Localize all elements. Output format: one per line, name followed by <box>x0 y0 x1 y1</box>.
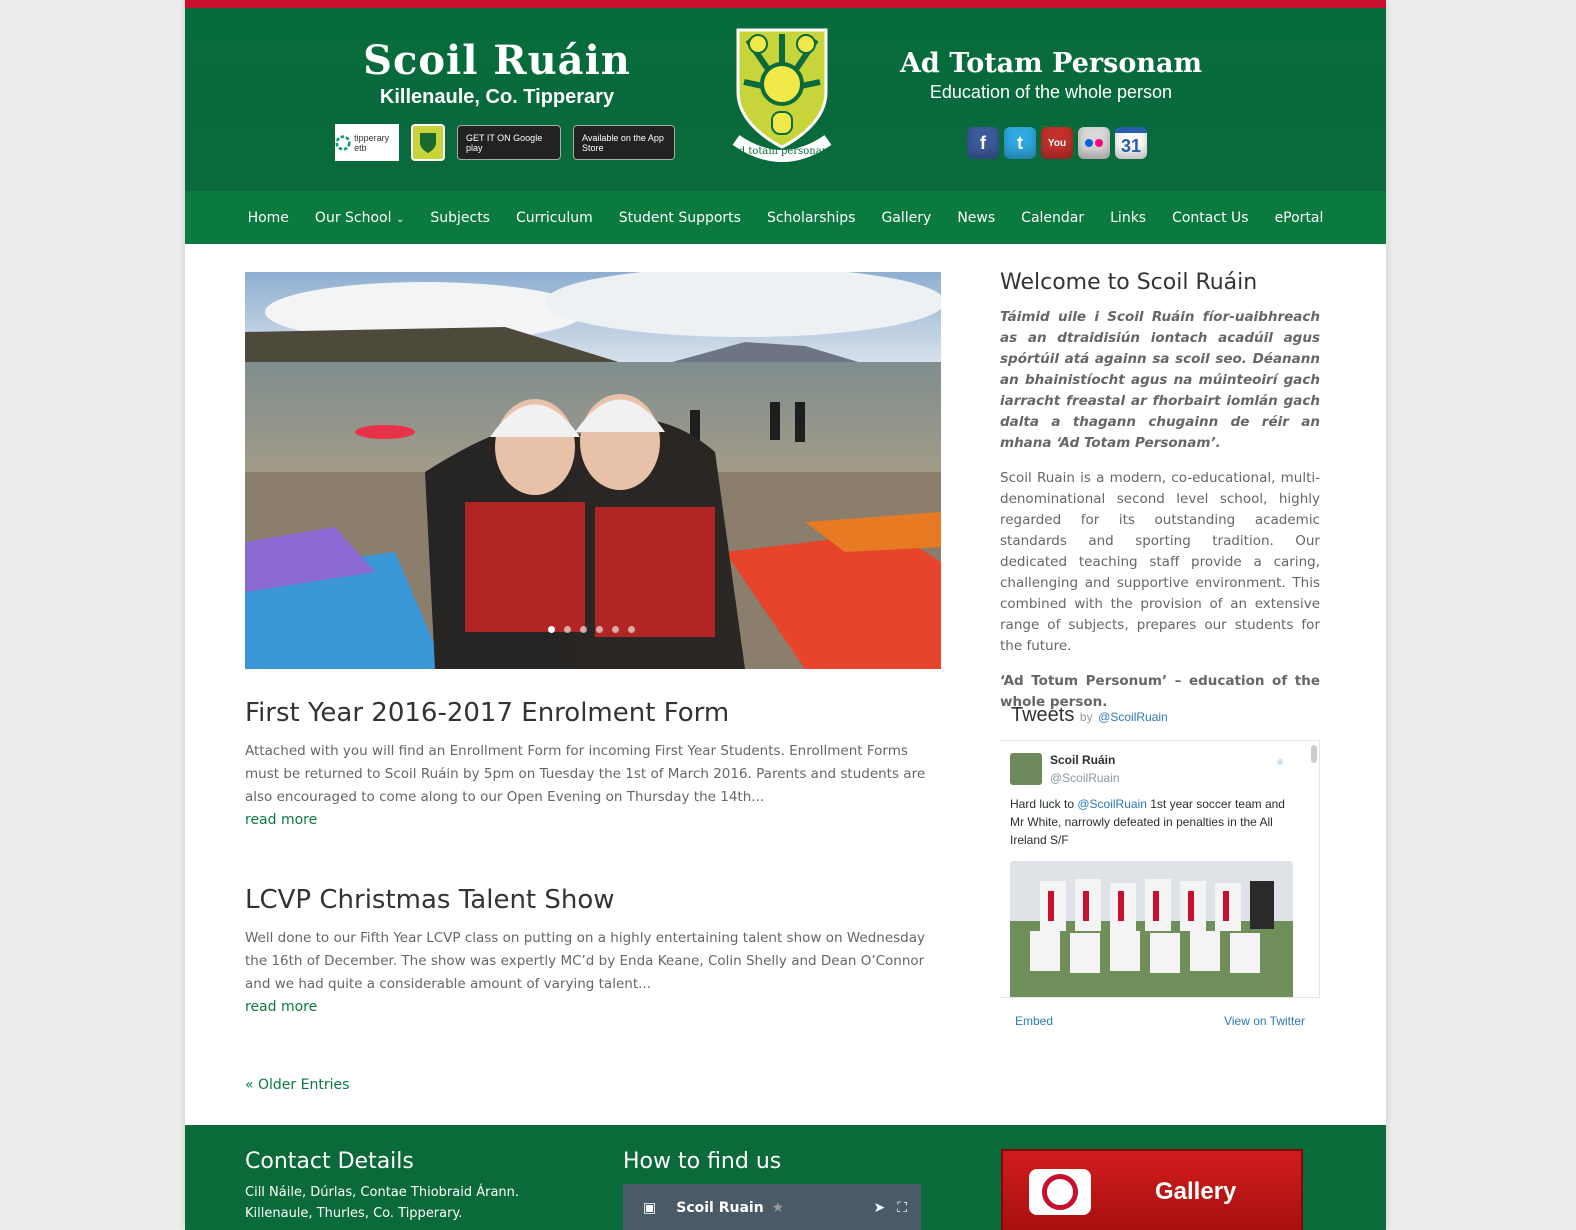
fullscreen-icon[interactable]: ⛶ <box>897 1200 907 1216</box>
top-accent-bar <box>185 0 1386 8</box>
gallery-banner[interactable] <box>1001 1149 1303 1230</box>
tweet-photo[interactable] <box>1010 861 1293 998</box>
school-location: Killenaule, Co. Tipperary <box>379 86 615 108</box>
read-more-link[interactable]: read more <box>245 812 318 828</box>
slider-photo <box>245 272 941 669</box>
scrollbar[interactable] <box>1311 745 1317 763</box>
calendar-icon[interactable]: 31 <box>1115 127 1147 159</box>
slider-dot[interactable] <box>596 626 603 633</box>
post <box>245 698 945 828</box>
welcome-title: Welcome to Scoil Ruáin <box>1000 270 1258 295</box>
nav-links[interactable]: Links <box>1110 209 1147 226</box>
post-title[interactable]: First Year 2016-2017 Enrolment Form <box>245 698 730 728</box>
site-header <box>185 8 1386 191</box>
nav-news[interactable]: News <box>957 209 996 226</box>
slider-dot[interactable] <box>580 626 587 633</box>
twitter-icon[interactable]: t <box>1004 127 1036 159</box>
how-to-find-us <box>623 1149 921 1230</box>
map-icon: ▣ <box>643 1200 657 1216</box>
slider-dots <box>548 626 635 633</box>
contact-title: Contact Details <box>245 1149 414 1174</box>
welcome-english-text: Scoil Ruain is a modern, co-educational, multi-denominational second level school, highly regarded for its outstanding academic standards and sporting tradition. Our dedicated teaching staff provide a caring, challenging and supportive environment. This combined with the provision of an extensive range of subjects, prepares our students for the future. <box>1000 470 1320 654</box>
nav-contact-us[interactable]: Contact Us <box>1172 209 1249 226</box>
school-name: Scoil Ruáin <box>363 37 631 84</box>
nav-home[interactable]: Home <box>247 209 289 226</box>
motto <box>885 48 1217 103</box>
find-us-title: How to find us <box>623 1149 782 1174</box>
flickr-icon[interactable] <box>1078 127 1110 159</box>
avatar[interactable] <box>1010 753 1042 785</box>
nav-student-supports[interactable]: Student Supports <box>618 209 741 226</box>
main-nav <box>185 191 1386 244</box>
contact-line: Killenaule, Thurles, Co. Tipperary. <box>245 1206 463 1221</box>
nav-scholarships[interactable]: Scholarships <box>766 209 856 226</box>
school-brand[interactable] <box>347 38 647 109</box>
post <box>245 885 945 1015</box>
crest-small-icon[interactable] <box>411 124 445 161</box>
nav-subjects[interactable]: Subjects <box>430 209 490 226</box>
post-excerpt: Attached with you will find an Enrollment Form for incoming First Year Students. Enrollment Forms must be returned to Scoil Ruáin by 5pm on Tuesday the 1st of March 2016. Parents and students are also encouraged to come along to our Open Evening on Thursday the 14th... <box>245 743 926 805</box>
star-icon[interactable]: ★ <box>771 1200 785 1216</box>
facebook-icon[interactable]: f <box>967 127 999 159</box>
sidebar <box>1000 270 1320 727</box>
page <box>185 0 1386 1230</box>
school-crest-logo[interactable] <box>728 22 836 162</box>
welcome-motto-line: ‘Ad Totum Personum’ – education of the whole person. <box>1000 673 1320 710</box>
embed-link[interactable]: Embed <box>1015 1014 1054 1028</box>
nav-eportal[interactable]: ePortal <box>1274 209 1324 226</box>
older-entries-link[interactable]: « Older Entries <box>245 1077 350 1093</box>
twitter-bird-icon: ● <box>1276 753 1285 769</box>
tweet-text: Hard luck to @ScoilRuain 1st year soccer team and Mr White, narrowly defeated in penalties in the All Ireland S/F <box>1010 797 1285 847</box>
crest-motto: ad totam personam <box>732 146 832 157</box>
app-badges <box>335 124 675 161</box>
social-links <box>967 127 1147 159</box>
site-footer <box>185 1125 1386 1230</box>
map-title: Scoil Ruain <box>676 1200 764 1216</box>
twitter-widget-footer <box>1000 998 1320 1028</box>
map-embed[interactable] <box>623 1184 921 1230</box>
nav-curriculum[interactable]: Curriculum <box>515 209 593 226</box>
youtube-icon[interactable]: You <box>1041 127 1073 159</box>
google-play-button[interactable]: GET IT ON Google play <box>457 125 561 160</box>
chevron-down-icon: ⌄ <box>395 213 405 225</box>
app-store-button[interactable]: Available on the App Store <box>573 125 675 160</box>
slider-dot[interactable] <box>612 626 619 633</box>
nav-calendar[interactable]: Calendar <box>1021 209 1085 226</box>
camera-icon <box>1029 1169 1091 1215</box>
post-excerpt: Well done to our Fifth Year LCVP class on putting on a highly entertaining talent show on Wednesday the 16th of December. The show was expertly MC’d by Enda Keane, Colin Shelly and Dean O’Connor and we had quite a considerable amount of varying talent... <box>245 930 926 992</box>
tipperary-etb-logo[interactable]: tipperary etb <box>335 124 399 161</box>
nav-gallery[interactable]: Gallery <box>881 209 932 226</box>
share-icon[interactable]: ➤ <box>873 1200 886 1216</box>
tweet-timeline[interactable] <box>1000 740 1320 998</box>
welcome-irish-text: Táimid uile i Scoil Ruáin fíor-uaibhreach as an dtraidisiún iontach acadúil agus spórtúil atá againn sa scoil seo. Déanann an bhainistíocht agus na múinteoirí gach iarracht freastal ar fhorbairt iomlán gach dalta a thagann chugainn de réir an mhana ‘Ad Totam Personam’. <box>1000 309 1320 451</box>
contact-line: Cill Náile, Dúrlas, Contae Thiobraid Árann. <box>245 1185 520 1200</box>
tweet-handle[interactable]: @ScoilRuain <box>1050 771 1120 785</box>
tweet-mention-link[interactable]: @ScoilRuain <box>1077 797 1147 811</box>
view-on-twitter-link[interactable]: View on Twitter <box>1224 1014 1305 1028</box>
post-title[interactable]: LCVP Christmas Talent Show <box>245 885 615 915</box>
twitter-widget-header: Tweets by @ScoilRuain <box>1011 704 1168 726</box>
slider-dot[interactable] <box>564 626 571 633</box>
motto-subtitle: Education of the whole person <box>929 82 1173 102</box>
image-slider[interactable] <box>245 272 941 669</box>
twitter-handle-link[interactable]: @ScoilRuain <box>1098 710 1168 724</box>
tweet-author[interactable]: Scoil Ruáin <box>1050 753 1116 767</box>
motto-title: Ad Totam Personam <box>899 48 1203 79</box>
nav-our-school[interactable]: Our School ⌄ <box>314 209 405 226</box>
etb-swirl-icon <box>335 134 351 152</box>
twitter-widget <box>1000 704 1320 1034</box>
gallery-label: Gallery <box>1155 1177 1237 1205</box>
slider-dot[interactable] <box>548 626 555 633</box>
contact-details <box>245 1149 519 1224</box>
read-more-link[interactable]: read more <box>245 999 318 1015</box>
slider-dot[interactable] <box>628 626 635 633</box>
